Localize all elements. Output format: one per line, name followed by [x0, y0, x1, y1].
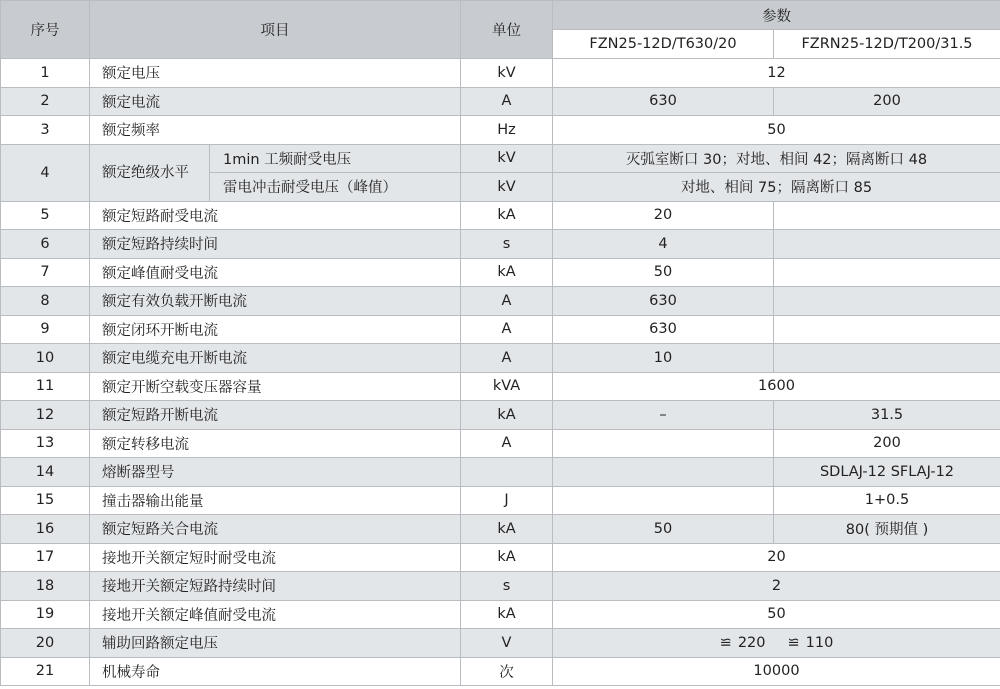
row-number: 16: [1, 515, 90, 544]
row-unit: [461, 458, 553, 487]
row-unit: A: [461, 87, 553, 116]
table-row: [1, 600, 1000, 629]
row-number: 9: [1, 315, 90, 344]
row-number: 4: [1, 144, 90, 201]
row-unit: A: [461, 344, 553, 373]
row-value: 10000: [553, 657, 1000, 686]
row-number: 6: [1, 230, 90, 259]
row-value-b: 80( 预期值 ): [774, 515, 1000, 544]
row-number: 14: [1, 458, 90, 487]
row-value-b: [774, 230, 1000, 259]
row-value: 2: [553, 572, 1000, 601]
row-unit: kA: [461, 401, 553, 430]
row-item: 额定频率: [90, 116, 461, 145]
row-number: 18: [1, 572, 90, 601]
table-row: [1, 572, 1000, 601]
row-unit: s: [461, 572, 553, 601]
row-item: 接地开关额定峰值耐受电流: [90, 600, 461, 629]
table-row: [1, 458, 1000, 487]
row-number: 12: [1, 401, 90, 430]
table-row: [1, 515, 1000, 544]
row-value-b: 1+0.5: [774, 486, 1000, 515]
row-value-a: 50: [553, 258, 774, 287]
row-value: 12: [553, 59, 1000, 88]
row-number: 7: [1, 258, 90, 287]
row-unit: kV: [461, 173, 553, 202]
row-number: 3: [1, 116, 90, 145]
header-model-b: FZRN25-12D/T200/31.5: [774, 30, 1000, 59]
row-unit: J: [461, 486, 553, 515]
row-unit: A: [461, 287, 553, 316]
ac-voltage-icon: ≌: [719, 634, 732, 651]
row-unit: kA: [461, 600, 553, 629]
header-unit: 单位: [461, 1, 553, 59]
row-item: 额定转移电流: [90, 429, 461, 458]
row-item: 接地开关额定短路持续时间: [90, 572, 461, 601]
row-value-a: 50: [553, 515, 774, 544]
row-unit: 次: [461, 657, 553, 686]
header-item: 项目: [90, 1, 461, 59]
row-value-b: [774, 344, 1000, 373]
row-item: 辅助回路额定电压: [90, 629, 461, 658]
row-value-a: 630: [553, 87, 774, 116]
row-value-b: [774, 258, 1000, 287]
row-item: 撞击器输出能量: [90, 486, 461, 515]
row-item: 额定短路关合电流: [90, 515, 461, 544]
row-value-a: 630: [553, 287, 774, 316]
row-number: 2: [1, 87, 90, 116]
row-number: 17: [1, 543, 90, 572]
row-number: 20: [1, 629, 90, 658]
row-unit: kV: [461, 59, 553, 88]
row-unit: A: [461, 315, 553, 344]
row-value-dc: 110: [805, 634, 834, 651]
table-row: [1, 144, 1000, 173]
row-item: 额定电流: [90, 87, 461, 116]
table-row: [1, 344, 1000, 373]
row-value-a: [553, 429, 774, 458]
row-value: [553, 629, 1000, 658]
table-row: [1, 543, 1000, 572]
row-unit: kA: [461, 515, 553, 544]
row-number: 1: [1, 59, 90, 88]
table-row: [1, 315, 1000, 344]
row-number: 13: [1, 429, 90, 458]
row-value-ac: 220: [737, 634, 766, 651]
row-unit: s: [461, 230, 553, 259]
row-value: 20: [553, 543, 1000, 572]
row-subitem: 1min 工频耐受电压: [210, 144, 461, 173]
row-value: 灭弧室断口 30；对地、相间 42；隔离断口 48: [553, 144, 1000, 173]
row-unit: A: [461, 429, 553, 458]
row-item: 额定电压: [90, 59, 461, 88]
row-item: 额定短路持续时间: [90, 230, 461, 259]
table-row: [1, 401, 1000, 430]
row-item: 额定闭环开断电流: [90, 315, 461, 344]
table-row: [1, 258, 1000, 287]
row-unit: kV: [461, 144, 553, 173]
table-row: [1, 429, 1000, 458]
row-number: 15: [1, 486, 90, 515]
row-value-a: 20: [553, 201, 774, 230]
table-row: [1, 201, 1000, 230]
table-row: [1, 116, 1000, 145]
row-unit: kA: [461, 201, 553, 230]
table-row: [1, 230, 1000, 259]
row-number: 11: [1, 372, 90, 401]
row-number: 10: [1, 344, 90, 373]
row-value-b: 200: [774, 429, 1000, 458]
row-value: 50: [553, 116, 1000, 145]
row-value-b: [774, 315, 1000, 344]
row-unit: kVA: [461, 372, 553, 401]
row-item: 额定短路耐受电流: [90, 201, 461, 230]
row-item: 额定有效负载开断电流: [90, 287, 461, 316]
row-unit: kA: [461, 543, 553, 572]
row-unit: Hz: [461, 116, 553, 145]
row-number: 19: [1, 600, 90, 629]
row-value-a: [553, 458, 774, 487]
row-item: 熔断器型号: [90, 458, 461, 487]
row-item: 额定短路开断电流: [90, 401, 461, 430]
row-value-b: 31.5: [774, 401, 1000, 430]
row-number: 8: [1, 287, 90, 316]
table-row: [1, 87, 1000, 116]
row-item: 额定绝级水平: [90, 144, 210, 201]
row-value-b: [774, 201, 1000, 230]
dc-voltage-icon: ≌: [787, 634, 800, 651]
row-number: 21: [1, 657, 90, 686]
table-row: [1, 657, 1000, 686]
row-number: 5: [1, 201, 90, 230]
row-item: 接地开关额定短时耐受电流: [90, 543, 461, 572]
row-value: 1600: [553, 372, 1000, 401]
row-value-b: 200: [774, 87, 1000, 116]
table-row: [1, 486, 1000, 515]
header-model-a: FZN25-12D/T630/20: [553, 30, 774, 59]
table-row: [1, 59, 1000, 88]
row-value-a: 4: [553, 230, 774, 259]
row-value: 50: [553, 600, 1000, 629]
row-value-a: [553, 486, 774, 515]
row-item: 额定电缆充电开断电流: [90, 344, 461, 373]
row-unit: V: [461, 629, 553, 658]
row-value: 对地、相间 75；隔离断口 85: [553, 173, 1000, 202]
row-subitem: 雷电冲击耐受电压（峰值）: [210, 173, 461, 202]
row-unit: kA: [461, 258, 553, 287]
row-item: 额定峰值耐受电流: [90, 258, 461, 287]
header-params: 参数: [553, 1, 1000, 30]
row-value-a: –: [553, 401, 774, 430]
row-value-b: [774, 287, 1000, 316]
row-item: 额定开断空载变压器容量: [90, 372, 461, 401]
row-item: 机械寿命: [90, 657, 461, 686]
header-seq: 序号: [1, 1, 90, 59]
table-row: [1, 629, 1000, 658]
row-value-a: 630: [553, 315, 774, 344]
row-value-a: 10: [553, 344, 774, 373]
table-row: [1, 287, 1000, 316]
row-value-b: SDLAJ-12 SFLAJ-12: [774, 458, 1000, 487]
table-row: [1, 372, 1000, 401]
